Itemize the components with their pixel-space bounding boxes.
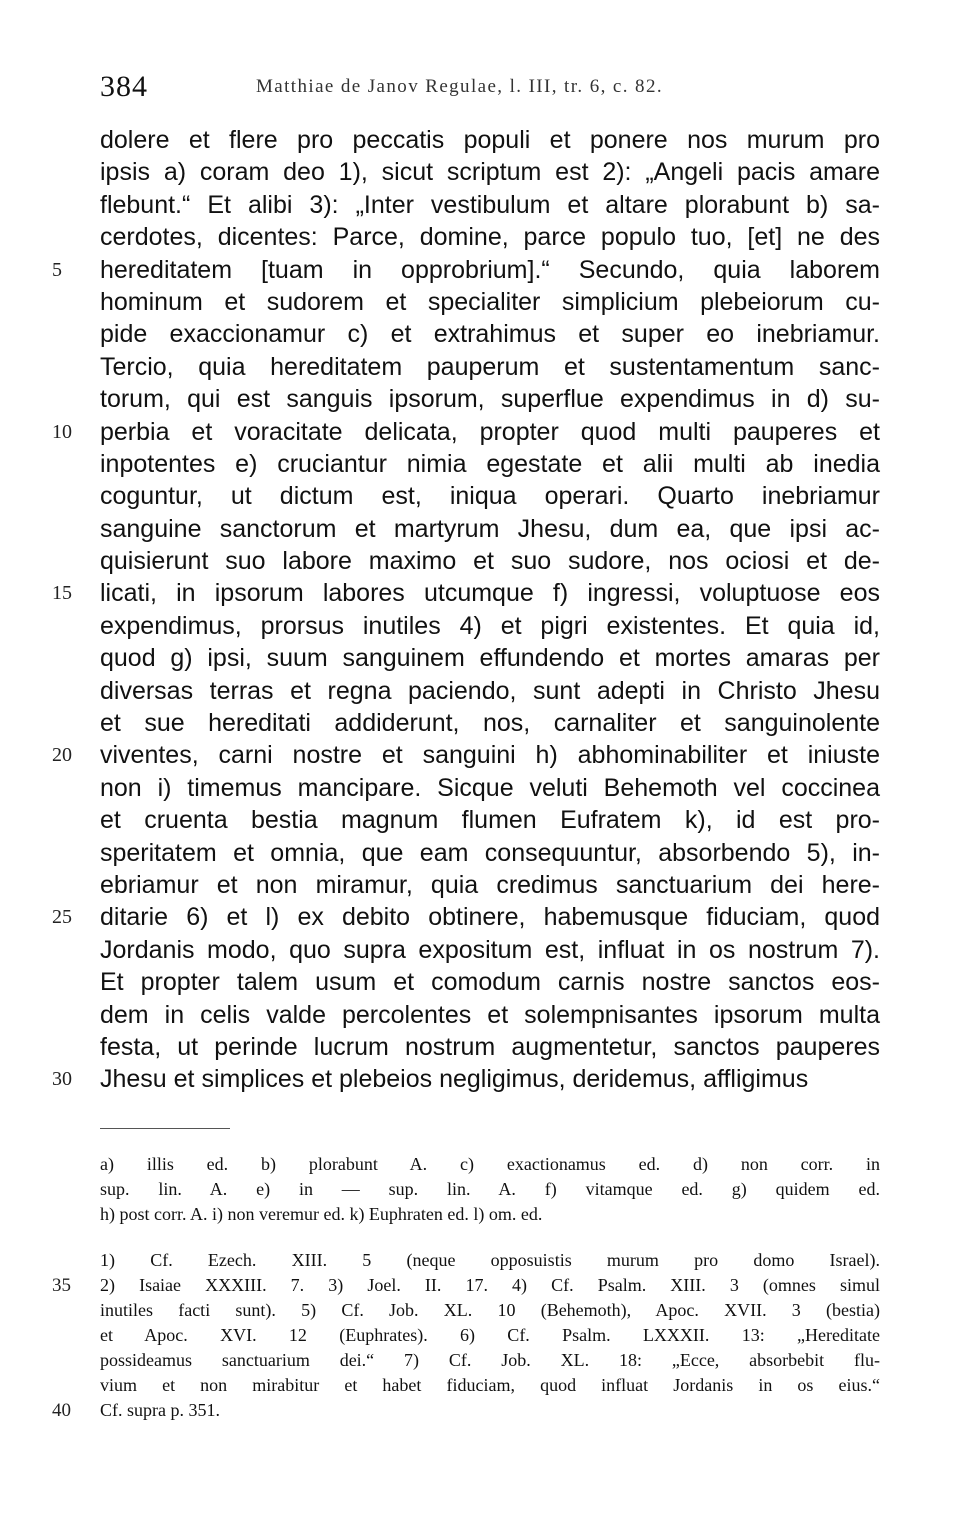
page-number: 384 bbox=[100, 70, 148, 103]
line-text: ebriamur et non miramur, quia credimus sanctuarium dei here- bbox=[100, 870, 880, 899]
text-line bbox=[100, 545, 880, 577]
text-line bbox=[100, 189, 880, 221]
line-number: 25 bbox=[52, 906, 72, 929]
source-note-line bbox=[100, 1323, 880, 1348]
line-text: torum, qui est sanguis ipsorum, superflue expendimus in d) su- bbox=[100, 385, 880, 414]
text-line bbox=[52, 1063, 880, 1095]
running-title: Matthiae de Janov Regulae, l. III, tr. 6, c. 82. bbox=[256, 76, 663, 97]
text-line bbox=[100, 480, 880, 512]
line-text: quisierunt suo labore maximo et suo sudore, nos ociosi et de- bbox=[100, 547, 880, 576]
text-line bbox=[100, 772, 880, 804]
text-line bbox=[100, 675, 880, 707]
text-line bbox=[100, 999, 880, 1031]
line-text: vium et non mirabitur et habet fiduciam, quod influat Jordanis in os eius.“ bbox=[100, 1375, 880, 1395]
line-text: expendimus, prorsus inutiles 4) et pigri existentes. Et quia id, bbox=[100, 611, 880, 640]
line-text: dem in celis valde percolentes et solempnisantes ipsorum multa bbox=[100, 1000, 880, 1029]
text-line bbox=[52, 254, 880, 286]
line-text: sanguine sanctorum et martyrum Jhesu, dum ea, que ipsi ac- bbox=[100, 514, 880, 543]
line-number: 20 bbox=[52, 744, 72, 767]
text-line bbox=[100, 318, 880, 350]
line-text: inutiles facti sunt). 5) Cf. Job. XL. 10 (Behemoth), Apoc. XVII. 3 (bestia) bbox=[100, 1300, 880, 1320]
line-text: ditarie 6) et l) ex debito obtinere, habemusque fiduciam, quod bbox=[100, 903, 880, 932]
critical-note-line bbox=[100, 1152, 880, 1177]
source-note-line bbox=[100, 1348, 880, 1373]
line-number: 5 bbox=[52, 258, 62, 281]
line-text: coguntur, ut dictum est, iniqua operari. Quarto inebriamur bbox=[100, 482, 880, 511]
line-text: licati, in ipsorum labores utcumque f) ingressi, voluptuose eos bbox=[100, 579, 880, 608]
text-line bbox=[100, 869, 880, 901]
line-text: a) illis ed. b) plorabunt A. c) exactionamus ed. d) non corr. in bbox=[100, 1154, 880, 1174]
main-text bbox=[52, 124, 880, 1096]
text-line bbox=[100, 707, 880, 739]
line-text: inpotentes e) cruciantur nimia egestate et alii multi ab inedia bbox=[100, 449, 880, 478]
text-line bbox=[100, 156, 880, 188]
line-text: ipsis a) coram deo 1), sicut scriptum est 2): „Angeli pacis amare bbox=[100, 158, 880, 187]
line-text: Cf. supra p. 351. bbox=[100, 1400, 220, 1420]
text-line bbox=[100, 448, 880, 480]
critical-note-line bbox=[100, 1202, 880, 1227]
text-line bbox=[100, 1031, 880, 1063]
line-number: 30 bbox=[52, 1068, 72, 1091]
text-line bbox=[52, 577, 880, 609]
line-text: 1) Cf. Ezech. XIII. 5 (neque opposuistis murum pro domo Israel). bbox=[100, 1250, 880, 1270]
text-line bbox=[52, 416, 880, 448]
footnote-separator bbox=[100, 1128, 230, 1129]
text-line bbox=[52, 739, 880, 771]
line-text: sup. lin. A. e) in — sup. lin. A. f) vitamque ed. g) quidem ed. bbox=[100, 1179, 880, 1199]
line-text: Tercio, quia hereditatem pauperum et sustentamentum sanc- bbox=[100, 352, 880, 381]
line-text: perbia et voracitate delicata, propter quod multi pauperes et bbox=[100, 417, 880, 446]
text-line bbox=[100, 966, 880, 998]
text-line bbox=[100, 286, 880, 318]
source-note-line bbox=[52, 1273, 880, 1298]
line-text: possideamus sanctuarium dei.“ 7) Cf. Job. XL. 18: „Ecce, absorbebit flu- bbox=[100, 1350, 880, 1370]
line-text: viventes, carni nostre et sanguini h) abhominabiliter et iniuste bbox=[100, 741, 880, 770]
line-text: pide exaccionamur c) et extrahimus et super eo inebriamur. bbox=[100, 320, 880, 349]
line-text: festa, ut perinde lucrum nostrum augmentetur, sanctos pauperes bbox=[100, 1032, 880, 1061]
line-text: hereditatem [tuam in opprobrium].“ Secundo, quia laborem bbox=[100, 255, 880, 284]
text-line bbox=[100, 351, 880, 383]
line-text: hominum et sudorem et specialiter simplicium plebeiorum cu- bbox=[100, 287, 880, 316]
text-line bbox=[100, 513, 880, 545]
line-text: quod g) ipsi, suum sanguinem effundendo et mortes amaras per bbox=[100, 644, 880, 673]
text-line bbox=[52, 901, 880, 933]
line-text: diversas terras et regna paciendo, sunt adepti in Christo Jhesu bbox=[100, 676, 880, 705]
line-text: Et propter talem usum et comodum carnis nostre sanctos eos- bbox=[100, 968, 880, 997]
line-text: flebunt.“ Et alibi 3): „Inter vestibulum et altare plorabunt b) sa- bbox=[100, 190, 880, 219]
line-number: 35 bbox=[52, 1275, 71, 1296]
line-number: 40 bbox=[52, 1400, 71, 1421]
line-text: speritatem et omnia, que eam consequuntur, absorbendo 5), in- bbox=[100, 838, 880, 867]
text-line bbox=[100, 804, 880, 836]
text-line bbox=[100, 642, 880, 674]
page-header bbox=[0, 70, 960, 110]
source-note-line bbox=[100, 1373, 880, 1398]
line-text: dolere et flere pro peccatis populi et ponere nos murum pro bbox=[100, 126, 880, 154]
line-text: Jhesu et simplices et plebeios negligimus, deridemus, affligimus bbox=[100, 1065, 809, 1094]
text-line bbox=[100, 610, 880, 642]
source-note-line bbox=[52, 1398, 880, 1423]
text-line bbox=[100, 383, 880, 415]
source-note-line bbox=[100, 1298, 880, 1323]
line-text: 2) Isaiae XXXIII. 7. 3) Joel. II. 17. 4) Cf. Psalm. XIII. 3 (omnes simul bbox=[100, 1275, 880, 1295]
line-text: et sue hereditati addiderunt, nos, carnaliter et sanguinolente bbox=[100, 709, 880, 738]
line-text: non i) timemus mancipare. Sicque veluti Behemoth vel coccinea bbox=[100, 773, 880, 802]
line-text: et Apoc. XVI. 12 (Euphrates). 6) Cf. Psalm. LXXXII. 13: „Hereditate bbox=[100, 1325, 880, 1345]
source-notes bbox=[52, 1248, 880, 1423]
line-number: 10 bbox=[52, 420, 72, 443]
text-line bbox=[100, 934, 880, 966]
critical-note-line bbox=[100, 1177, 880, 1202]
source-note-line bbox=[100, 1248, 880, 1273]
line-text: h) post corr. A. i) non veremur ed. k) Euphraten ed. l) om. ed. bbox=[100, 1204, 543, 1224]
text-line bbox=[100, 837, 880, 869]
line-text: cerdotes, dicentes: Parce, domine, parce populo tuo, [et] ne des bbox=[100, 223, 880, 252]
critical-apparatus bbox=[100, 1152, 880, 1227]
line-text: Jordanis modo, quo supra expositum est, influat in os nostrum 7). bbox=[100, 935, 880, 964]
line-number: 15 bbox=[52, 582, 72, 605]
line-text: et cruenta bestia magnum flumen Eufratem k), id est pro- bbox=[100, 806, 880, 835]
text-line bbox=[100, 124, 880, 156]
text-line bbox=[100, 221, 880, 253]
